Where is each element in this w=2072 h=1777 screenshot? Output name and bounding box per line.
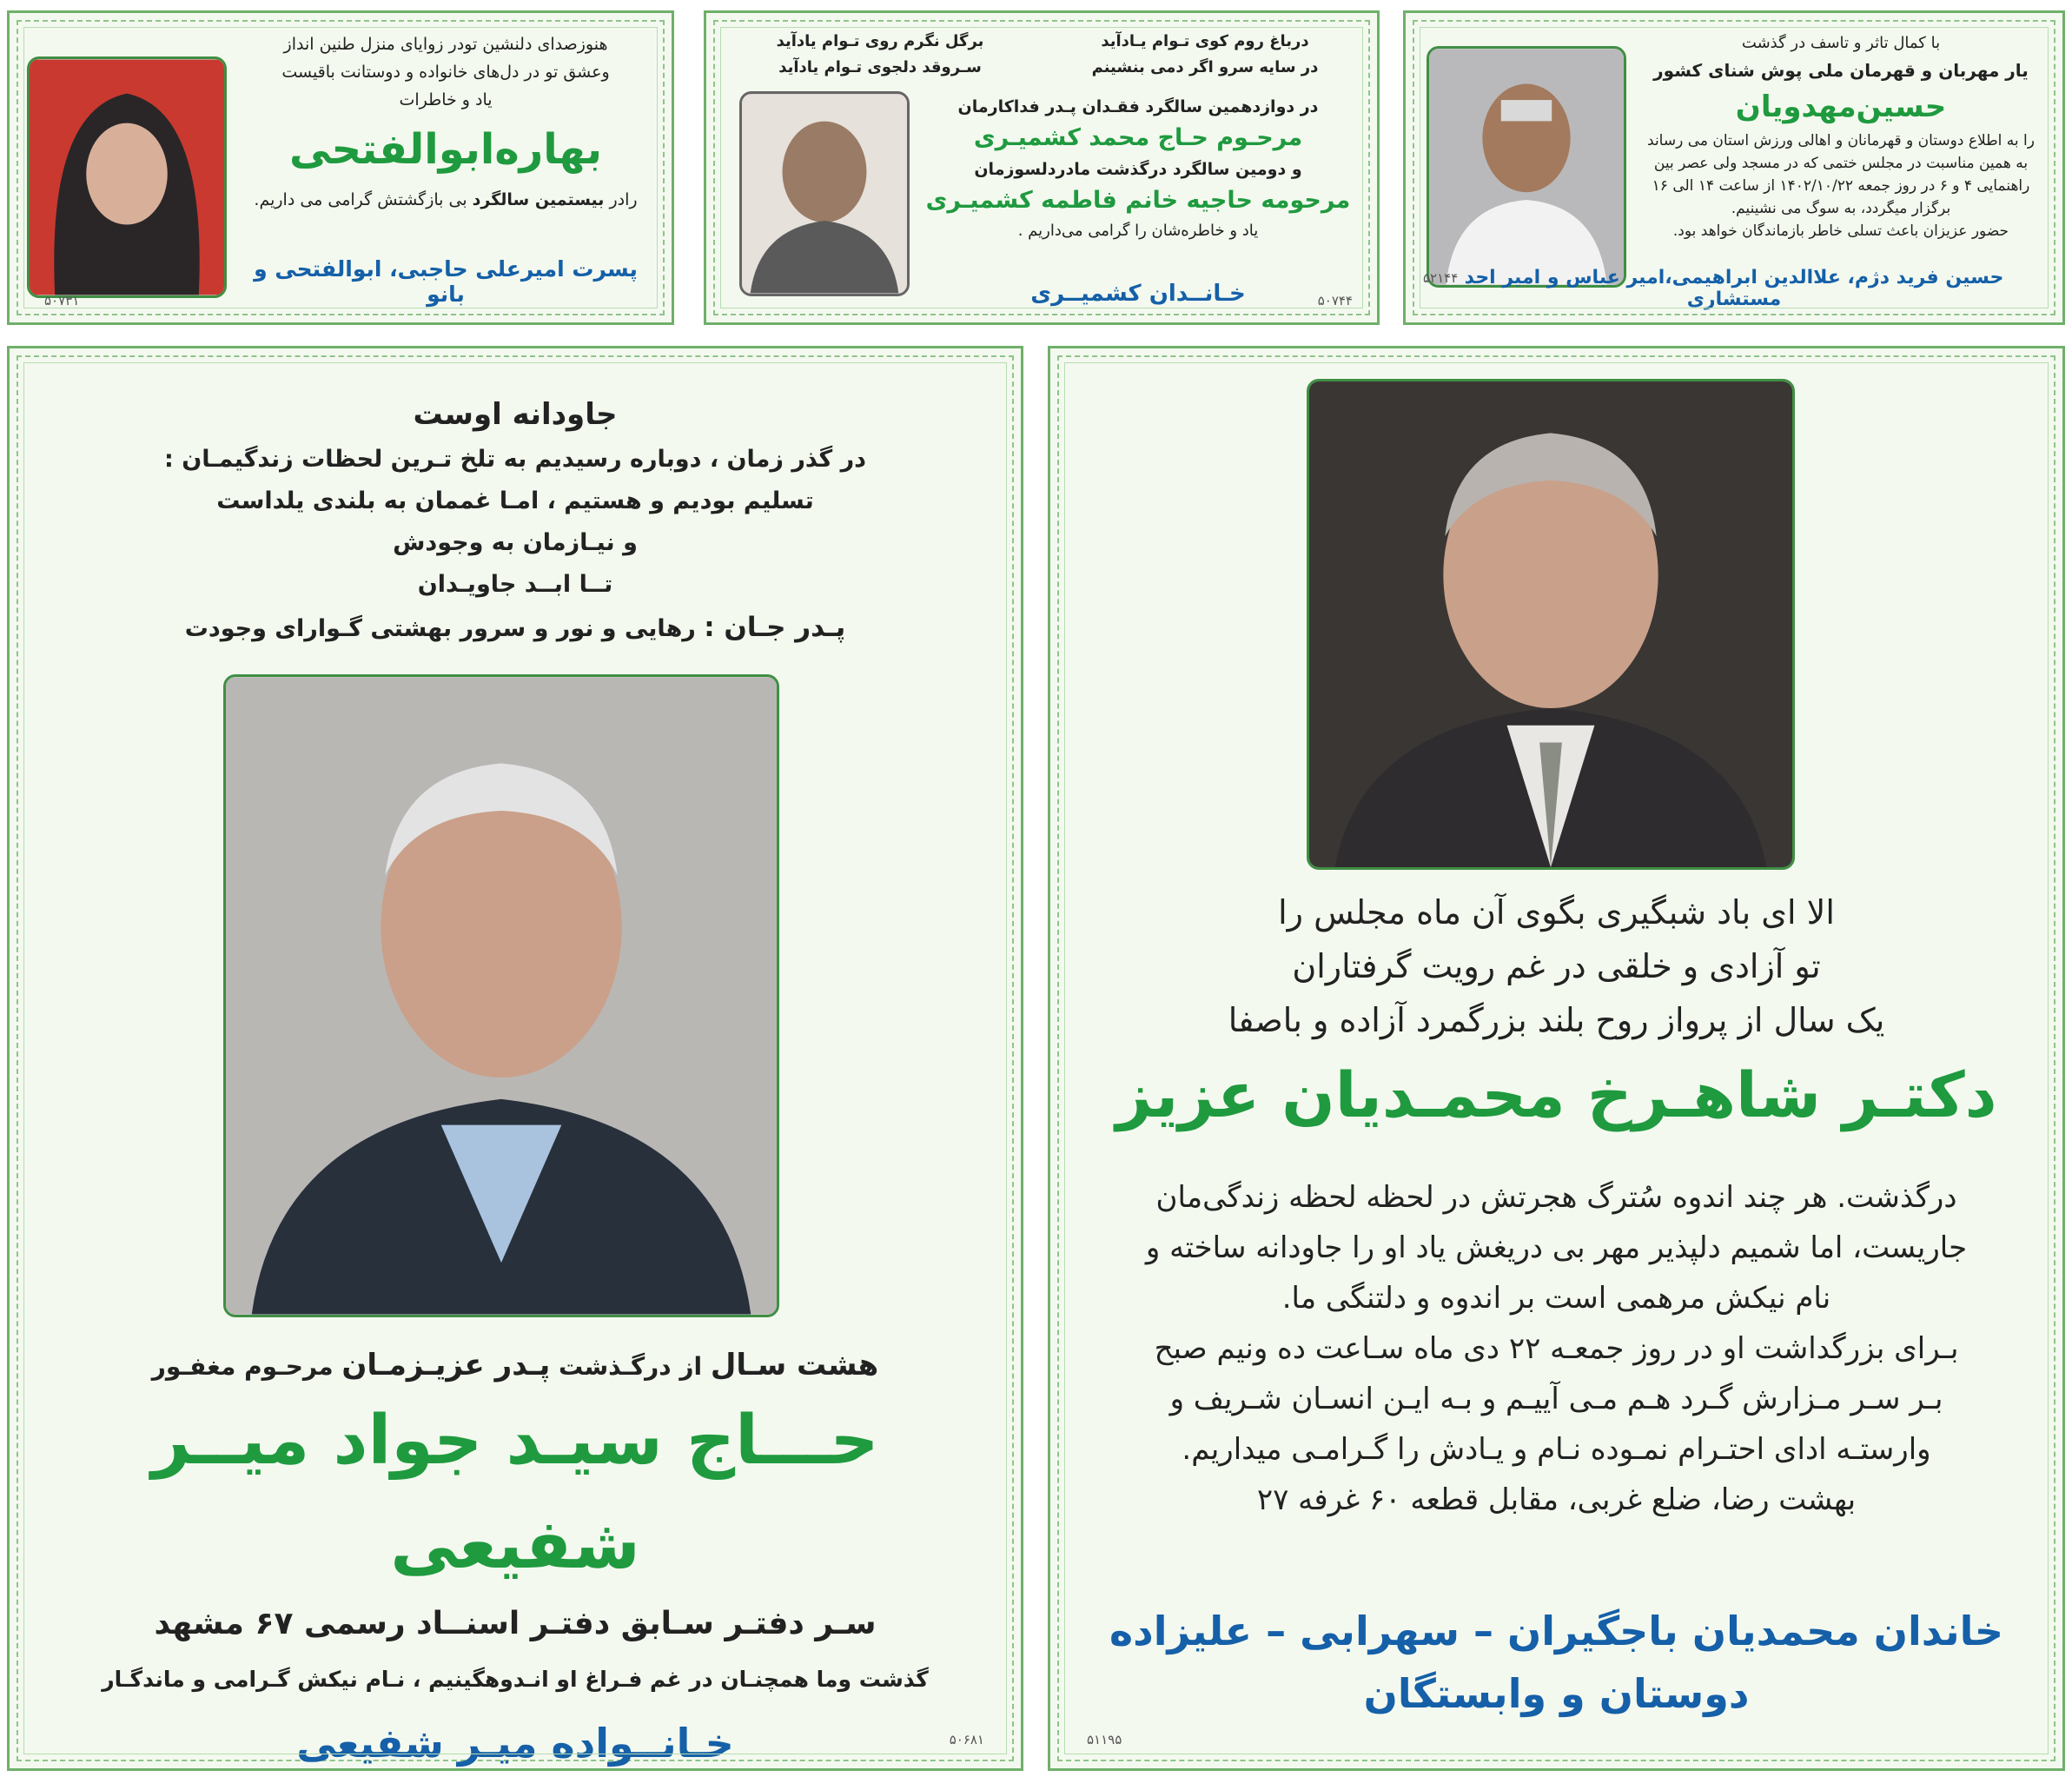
- ad-code: ۵۰۷۳۱: [44, 293, 80, 308]
- poem-line: تــا ابــد جاویـدان: [417, 571, 613, 598]
- portrait-icon: [226, 677, 777, 1315]
- years-c: پـدر عزیـزمـان: [341, 1348, 551, 1382]
- poem-line: الا ای باد شبگیری بگوی آن ماه مجلس را: [1278, 893, 1835, 932]
- deceased-name: حـــاج سیـد جواد میــر شفیعی: [151, 1402, 879, 1584]
- portrait-photo-mahdavian: [1427, 46, 1626, 288]
- deceased-name: دکتـر شاهـرخ محمـدیان عزیز: [1115, 1058, 1997, 1131]
- body-line: حضور عزیزان باعث تسلی خاطر بازماندگان خواهد بود.: [1672, 222, 2009, 240]
- intro-line: با کمال تاثر و تاسف در گذشت: [1741, 34, 1941, 52]
- body-line: راهنمایی ۴ و ۶ در روز جمعه ۱۴۰۲/۱۰/۲۲ از ساعت ۱۴ الی ۱۶: [1652, 177, 2030, 195]
- poem-line: در سایه سرو اگر دمی بنشینم: [1091, 58, 1319, 76]
- intro-line: یار مهربان و قهرمان ملی پوش شنای کشور: [1653, 60, 2029, 81]
- body-line: درگذشت. هر چند اندوه سُترگ هجرتش در لحظه لحظه زندگی‌مان: [1155, 1180, 1957, 1215]
- anniversary-line: [244, 185, 647, 215]
- body-line: را به اطلاع دوستان و قهرمانان و اهالی ورزش استان می رساند: [1647, 132, 2035, 149]
- portrait-photo-mohammadian: [1307, 379, 1795, 870]
- anniversary-line: [44, 1343, 986, 1389]
- poem-line: در گذر زمان ، دوباره رسیدیم به تلخ تـرین لحظات زندگیمـان :: [164, 446, 866, 473]
- intro-line: یاد و خاطرات: [399, 90, 493, 109]
- family-signature: خـانــدان کشمیــری: [1030, 281, 1246, 307]
- body-line: یاد و خاطره‌شان را گرامی می‌داریم .: [1017, 222, 1259, 240]
- body-line: نام نیکش مرهمی است بر اندوه و دلتنگی ما.: [1281, 1281, 1831, 1316]
- obituary-ad-mahdavian: [1403, 10, 2065, 325]
- body-line: و دومین سالگرد درگذشت مادردلسوزمان: [974, 160, 1302, 179]
- obituary-ad-mohammadian: [1048, 346, 2065, 1771]
- body-line: وارستـه ادای احتـرام نمـوده نـام و یـادش را گـرامـی میداریم.: [1182, 1432, 1931, 1467]
- portrait-photo-keshmiri: [739, 91, 910, 296]
- pedar-text: رهایی و نور و سرور بهشتی گـوارای وجودت: [184, 615, 696, 642]
- family-signature: پسرت امیرعلی حاجبی، ابوالفتحی و بانو: [254, 256, 638, 307]
- ad-code: ۵۱۱۹۵: [1087, 1732, 1122, 1747]
- family-signature: خاندان محمدیان باجگیران – سهرابی – علیزاده: [1109, 1608, 2004, 1654]
- poem-line: برگل نگرم روی تـوام یادآید: [776, 32, 984, 50]
- deceased-name: مرحومه حاجیه خانم فاطمه کشمیـری: [925, 187, 1351, 214]
- portrait-icon: [30, 59, 224, 295]
- anniversary-suffix: بی بازگشتش گرامی می داریم.: [254, 190, 467, 209]
- years-b: از درگـذشت: [558, 1352, 703, 1381]
- intro-line: وعشق تو در دل‌های خانواده و دوستانت باقیست: [281, 63, 610, 82]
- body-line: برگزار میگردد، به سوگ می نشینیم.: [1731, 200, 1951, 217]
- family-signature: خـانــواده میـر شفیعی: [296, 1720, 734, 1767]
- poem-line: و نیـازمان به وجودش: [393, 529, 638, 556]
- body-line: بهشت رضا، ضلع غربی، مقابل قطعه ۶۰ غرفه ۲۷: [1256, 1482, 1857, 1517]
- body-line: بـرای بزرگداشت او در روز جمعـه ۲۲ دی ماه سـاعت ده ونیم صبح: [1154, 1331, 1959, 1366]
- obituary-ad-keshmiri: [704, 10, 1380, 325]
- anniversary-bold: بیستمین سالگرد: [472, 190, 605, 209]
- obituary-ad-mirshafiei: [7, 346, 1023, 1771]
- portrait-photo-abolfathi: [27, 56, 227, 298]
- body-line: به همین مناسبت در مجلس ختمی که در مسجد ولی عصر بین: [1653, 155, 2029, 172]
- poem-line: یک سال از پرواز روح بلند بزرگمرد آزاده و باصفا: [1228, 1001, 1885, 1039]
- poem-line: درباغ روم کوی تـوام یـادآید: [1101, 32, 1309, 50]
- body-line: جاریست، اما شمیم دلپذیر مهر بی دریغش یاد او را جاودانه ساخته و: [1145, 1230, 1968, 1265]
- ad-title: جاودانه اوست: [413, 397, 618, 432]
- poem-line: سـروقد دلجوی تـوام یادآید: [778, 58, 982, 76]
- portrait-icon: [1429, 49, 1624, 285]
- poem-line: تو آزادی و خلقی در غم رویت گرفتاران: [1292, 947, 1821, 985]
- portrait-icon: [1309, 381, 1792, 867]
- deceased-name: مرحـوم حـاج محمد کشمیـری: [973, 124, 1303, 151]
- title-line: سـر دفتـر سـابق دفتـر اسنــاد رسمی ۶۷ مشهد: [154, 1606, 877, 1641]
- pedar-label: پـدر جـان :: [704, 612, 846, 643]
- years-a: هشت سـال: [710, 1348, 879, 1382]
- portrait-icon: [742, 94, 907, 294]
- body-line: در دوازدهمین سالگرد فقـدان پـدر فداکارمان: [957, 97, 1319, 116]
- pedar-line: [44, 606, 986, 651]
- family-signature: حسین فرید دژم، علاالدین ابراهیمی،امیر عباس و امیر احد مستشاری: [1464, 267, 2004, 310]
- ad-code: ۵۲۱۴۴: [1423, 270, 1459, 286]
- anniversary-prefix: رادر: [609, 190, 638, 209]
- deceased-name: حسین‌مهدویان: [1735, 90, 1947, 124]
- deceased-name: بهاره‌ابوالفتحی: [288, 125, 603, 174]
- intro-line: هنوزصدای دلنشین تودر زوایای منزل طنین انداز: [283, 35, 608, 54]
- ad-code: ۵۰۷۴۴: [1317, 293, 1353, 308]
- portrait-photo-mirshafiei: [223, 674, 779, 1317]
- poem-line: تسلیم بودیم و هستیم ، امـا غممان به بلندی یلداست: [216, 487, 814, 514]
- closing-line: گذشت وما همچنـان در غم فـراغ او انـدوهگینیم ، نـام نیکش گـرامی و ماندگـار: [102, 1667, 929, 1692]
- family-signature: دوستان و وابستگان: [1363, 1670, 1750, 1717]
- body-line: بـر سـر مـزارش گـرد هـم مـی آییـم و بـه ایـن انسـان شـریف و: [1169, 1382, 1943, 1416]
- years-d: مرحـوم مغفـور: [151, 1352, 334, 1381]
- obituary-ad-abolfathi: [7, 10, 674, 325]
- ad-code: ۵۰۶۸۱: [949, 1732, 984, 1747]
